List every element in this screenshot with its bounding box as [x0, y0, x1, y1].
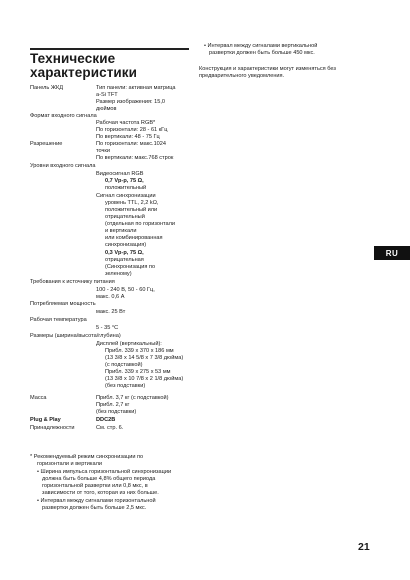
spec-value: отрицательная — [105, 257, 144, 263]
page-title-line2: характеристики — [30, 65, 138, 80]
spec-label-resolution: Разрешение — [30, 141, 63, 147]
page-title-line1: Технические — [30, 51, 116, 66]
spec-value: дюймов — [96, 106, 117, 112]
spec-value: (Синхронизация по — [105, 264, 156, 270]
spec-value: макс. 25 Вт — [96, 309, 126, 315]
spec-label-temperature: Рабочая температура — [30, 317, 87, 323]
spec-label-consumption: Потребляемая мощность — [30, 301, 96, 307]
right-bullet-1: • Интервал между сигналами вертикальной — [204, 43, 318, 49]
spec-label-input-levels: Уровни входного сигнала — [30, 163, 96, 169]
spec-value: Размер изображения: 15,0 — [96, 99, 166, 105]
spec-value: По вертикали: 48 - 75 Гц — [96, 134, 160, 140]
spec-value: макс. 0,6 А — [96, 294, 125, 300]
spec-value: уровень TTL, 2,2 kΩ, — [105, 200, 159, 206]
spec-value: Прибл. 2,7 кг — [96, 402, 130, 408]
spec-value: a-Si TFT — [96, 92, 118, 98]
spec-value: синхронизация) — [105, 242, 147, 248]
bullet-dot-icon: • — [37, 469, 41, 475]
spec-value: и вертикали — [105, 228, 137, 234]
spec-value: По вертикали: макс.768 строк — [96, 155, 174, 161]
footnote-star-line2: горизонтали и вертикали — [37, 461, 102, 467]
spec-label-power: Требования к источнику питания — [30, 279, 115, 285]
footnote-bullet-2: • Интервал между сигналами горизонтальной — [37, 498, 156, 504]
spec-value: Тип панели: активная матрица — [96, 85, 176, 91]
spec-value: Видеосигнал RGB — [96, 171, 144, 177]
spec-label-input-format: Формат входного сигнала — [30, 113, 97, 119]
spec-label-plug-and-play: Plug & Play — [30, 417, 61, 423]
spec-value: Сигнал синхронизации — [96, 193, 156, 199]
spec-value: 5 - 35 °С — [96, 325, 119, 331]
spec-label-mass: Масса — [30, 395, 47, 401]
footnote-bullet-1-cont: горизонтальной развертки или 0,8 мкс, в — [42, 483, 148, 489]
page-number: 21 — [358, 541, 370, 553]
spec-value: По горизонтали: макс.1024 — [96, 141, 167, 147]
spec-value: точки — [96, 148, 110, 154]
spec-value: 100 - 240 В, 50 - 60 Гц, — [96, 287, 155, 293]
spec-value: (13 3/8 x 10 7/8 x 2 1/8 дюйма) — [105, 376, 184, 382]
spec-value: (отдельная по горизонтали — [105, 221, 176, 227]
spec-label-panel: Панель ЖКД — [30, 85, 64, 91]
spec-value: Рабочая частота RGB* — [96, 120, 156, 126]
spec-value: Прибл. 339 x 275 x 53 мм — [105, 369, 171, 375]
change-notice-line1: Конструкция и характеристики могут изменяться без — [199, 66, 336, 72]
footnote-bullet-1-cont: зависимости от того, которая из них больше. — [42, 490, 159, 496]
spec-value: См. стр. 6. — [96, 425, 124, 431]
spec-value: DDC2B — [96, 417, 116, 423]
spec-value: или комбинированная — [105, 235, 163, 241]
language-tab: RU — [374, 246, 410, 260]
spec-value: положительный или — [105, 207, 158, 213]
spec-value: отрицательный — [105, 214, 145, 220]
footnote-star-line1: * Рекомендуемый режим синхронизации по — [30, 454, 144, 460]
spec-value: положительный — [105, 185, 147, 191]
spec-value: Прибл. 3,7 кг (с подставкой) — [96, 395, 169, 401]
spec-label-accessories: Принадлежности — [30, 425, 75, 431]
spec-value: По горизонтали: 28 - 61 кГц — [96, 127, 168, 133]
footnote-bullet-1: • Ширина импульса горизонтальной синхронизации — [37, 469, 172, 475]
spec-value: Дисплей (вертикальный): — [96, 341, 162, 347]
spec-value: (без подставки) — [105, 383, 146, 389]
spec-value: (без подставки) — [96, 409, 137, 415]
bullet-dot-icon: • — [204, 43, 208, 49]
footnote-bullet-2-cont: развертки должен быть больше 2,5 мкс. — [42, 505, 147, 511]
footnote-bullet-1-cont: должна быть больше 4,8% общего периода — [42, 476, 156, 482]
spec-value: зеленому) — [105, 271, 132, 277]
spec-value: (с подставкой) — [105, 362, 143, 368]
bullet-dot-icon: • — [37, 498, 41, 504]
spec-value: Прибл. 339 x 370 x 186 мм — [105, 348, 174, 354]
spec-label-dimensions: Размеры (ширина/высота/глубина) — [30, 333, 121, 339]
spec-value: 0,7 Vp-p, 75 Ω, — [105, 178, 144, 184]
spec-value: (13 3/8 x 14 5/8 x 7 3/8 дюйма) — [105, 355, 184, 361]
right-bullet-1-cont: развертки должен быть больше 450 мкс. — [209, 50, 315, 56]
heading-rule — [30, 48, 189, 50]
change-notice-line2: предварительного уведомления. — [199, 73, 285, 79]
spec-value: 0,3 Vp-p, 75 Ω, — [105, 250, 144, 256]
